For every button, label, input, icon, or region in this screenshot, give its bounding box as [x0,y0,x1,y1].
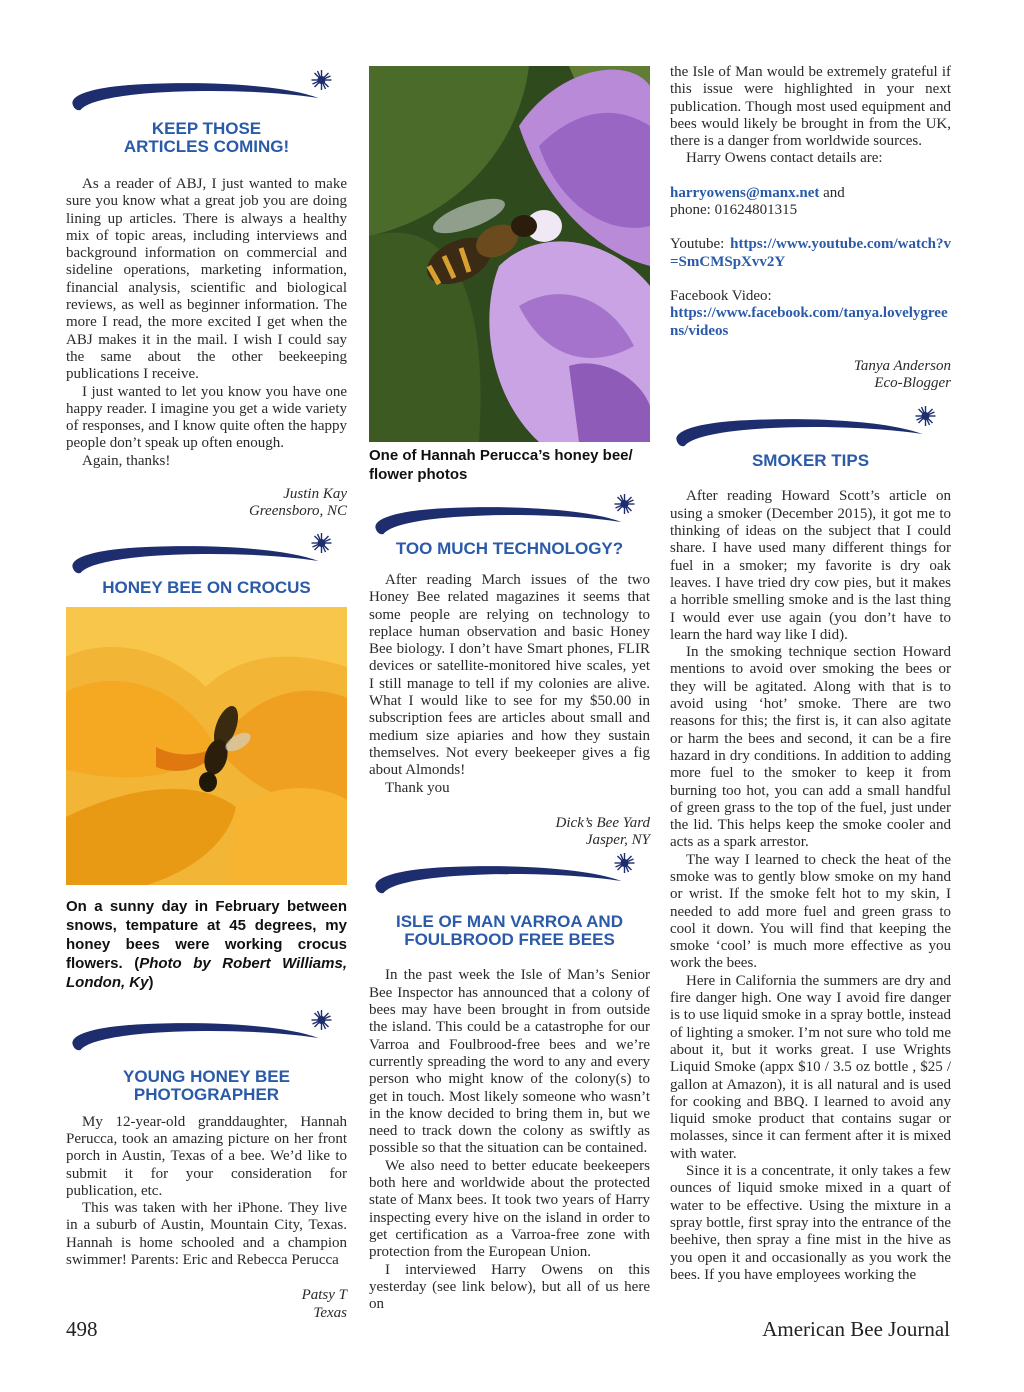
signature: Justin Kay Greensboro, NC [248,486,347,520]
paragraph: Thank you [385,779,450,796]
paragraph: This was taken with her iPhone. They live in a suburb of Austin, Mountain City, Texas. Hannah is home schooled and a champion swimmer! Parents: Eric and Rebecca Perucca [66,1200,347,1269]
facebook-label: Facebook Video: [670,287,772,304]
paragraph: In the smoking technique section Howard mentions to avoid over smoking the bees or they will be agitated. Along with that is to avoid using ‘hot’ smoke. There are two reasons for this; the first is, it can also agitate or harm the bees and second, it can be a fire hazard in dry conditions. In addition to adding more fuel to the smoker to keep it from burning too hot, you can add a small handful of green grass to the top of the fuel, just under the lid. This helps keep the smoke cooler and acts as a spark arrestor. [670,644,951,851]
bee-swoosh-icon [66,529,347,579]
column-left [66,66,347,1322]
paragraph: Again, thanks! [82,452,171,469]
facebook-line [670,305,951,340]
paragraph: I just wanted to let you know you have one happy reader. I imagine you get a wide variety of responses, and I know quite often the happy people don’t speak up often enough. [66,383,347,452]
isle-of-man-title: ISLE OF MAN VARROA AND FOULBROOD FREE BEES [396,912,623,950]
bee-swoosh-icon [670,402,951,452]
isle-of-man-body [369,967,650,1313]
journal-name: American Bee Journal [762,1317,950,1341]
smoker-tips-title: SMOKER TIPS [751,451,870,471]
smoker-tips-body [670,488,951,1284]
too-much-technology-title: TOO MUCH TECHNOLOGY? [395,539,624,558]
young-photographer-title: YOUNG HONEY BEE PHOTOGRAPHER [123,1066,290,1104]
paragraph: We also need to better educate beekeepers both here and worldwide about the protected state of Manx bees. It took two years of Harry inspecting every hive on the island in order to get certification as a Varroa-free zone with protection from the European Union. [369,1157,650,1261]
column-right [670,64,951,1284]
paragraph: Here in California the summers are dry and fire danger high. One way I avoid fire danger is to use liquid smoke in a spray bottle, instead of lighting a smoker. I’m not sure who told me about it, but it works great. I use Wrights Liquid Smoke (appx $10 / 3.5 oz bottle , $25 / gallon at Amazon), it is all natural and is used for cooking and BBQ. I learned to avoid any liquid smoke product that contains sugar or molasses, since it can ferment after it is mixed with water. [670,972,951,1162]
keep-articles-title: KEEP THOSE ARTICLES COMING! [123,119,290,156]
paragraph: the Isle of Man would be extremely grateful if this issue were highlighted in your next publication. Though most used equipment and bees would likely be brought in from the UK, there is a danger from worldwide sources. [670,64,951,150]
signature: Dick’s Bee Yard Jasper, NY [555,814,650,849]
paragraph: In the past week the Isle of Man’s Senior Bee Inspector has announced that a colony of bees may have been brought in from outside the island. This could be a catastrophe for our Varroa and Foulbrood-free bees and we’re currently spreading the word to any and every person who might know of the colony(s) to get in touch. Most likely someone who wasn’t in the know decided to bring them in, but we need to track down the colony as swiftly as possible so that the situation can be contained. [369,967,650,1157]
crocus-photo-caption: On a sunny day in February between snows, tempature at 45 degrees, my honey bees were working crocus flowers. (Photo by Robert Williams, London, Ky) [66,897,347,991]
flower-photo-caption: One of Hannah Perucca’s honey bee/ flower photos [369,447,633,483]
paragraph: My 12-year-old granddaughter, Hannah Perucca, took an amazing picture on her front porch in Austin, Texas of a bee. We’d like to submit it for your consideration for publication, etc. [66,1113,347,1199]
bee-swoosh-icon [66,1006,347,1056]
bee-swoosh-icon [66,66,347,116]
signature: Patsy T Texas [301,1287,347,1321]
youtube-link[interactable]: https://www.youtube.com/watch?v=SmCMSpXvv2Y [670,236,951,270]
young-photographer-body [66,1114,347,1270]
crocus-title: HONEY BEE ON CROCUS [102,577,311,597]
bee-on-crocus-photo [66,607,347,885]
page-number: 498 [66,1317,98,1341]
too-much-technology-body [369,572,650,797]
column-middle [369,66,650,1313]
youtube-line: Youtube: https://www.youtube.com/watch?v=SmCMSpXvv2Y [670,236,951,270]
paragraph: Harry Owens contact details are: [686,150,883,167]
email-link[interactable]: harryowens@manx.net [670,184,820,201]
keep-articles-body [66,176,347,470]
bee-on-flower-photo [369,66,650,442]
paragraph: After reading March issues of the two Honey Bee related magazines it seems that some people are relying on technology to replace human observation and basic Honey Bee biology. I don’t have Smart phones, FLIR devices or satellite-monitored hive scales, yet I still manage to tell if my colonies are alive. What I would like to see for my $50.00 in subscription fees are articles about small and medium size apiaries and how they sustain themselves. Not every beekeeper gives a fig about Almonds! [369,572,650,779]
bee-swoosh-icon [369,849,650,899]
paragraph: After reading Howard Scott’s article on using a smoker (December 2015), it got me to thinking of ideas on the subject that I could share. I have used many different things for fuel in a smoker; my favorite is dry oak leaves. I have tried dry cow pies, but it makes a horrible smelling smoke and is the last thing I would ever use again (you don’t have to learn the hard way like I did). [670,488,951,643]
bee-swoosh-icon [369,490,650,540]
signature: Tanya Anderson Eco-Blogger [853,357,951,392]
paragraph: Since it is a concentrate, it only takes a few ounces of liquid smoke mixed in a quart of water to be effective. Using the mixture in a spray bottle, first spray into the entrance of the beehive, then spray a fine mist in the hive as you open it and occasionally as you work the bees. If you have employees working the [670,1163,951,1283]
facebook-link[interactable]: https://www.facebook.com/tanya.lovelygreens/videos [670,305,948,339]
paragraph: The way I learned to check the heat of the smoke was to gently blow smoke on my hand or wrist. If the smoke felt hot to my skin, I needed to add more fuel and green grass to cool it down. You will find that keeping the smoke ‘cool’ is much more effective as you work the bees. [670,851,951,972]
paragraph: I interviewed Harry Owens on this yesterday (see link below), but all of us here on [369,1261,650,1313]
paragraph: As a reader of ABJ, I just wanted to make sure you know what a great job you are doing lining up articles. There is always a healthy mix of topic areas, including interviews and background information on commercial and sideline operations, marketing information, financial analysis, scientific and biological reviews, as well as beginner information. The more I read, the more excited I get when the ABJ makes it in the mail. I wish I could say the same about the other beekeeping publications I receive. [66,176,347,383]
phone-number: phone: 01624801315 [670,202,798,219]
contact-email-line: harryowens@manx.net and [670,184,845,201]
